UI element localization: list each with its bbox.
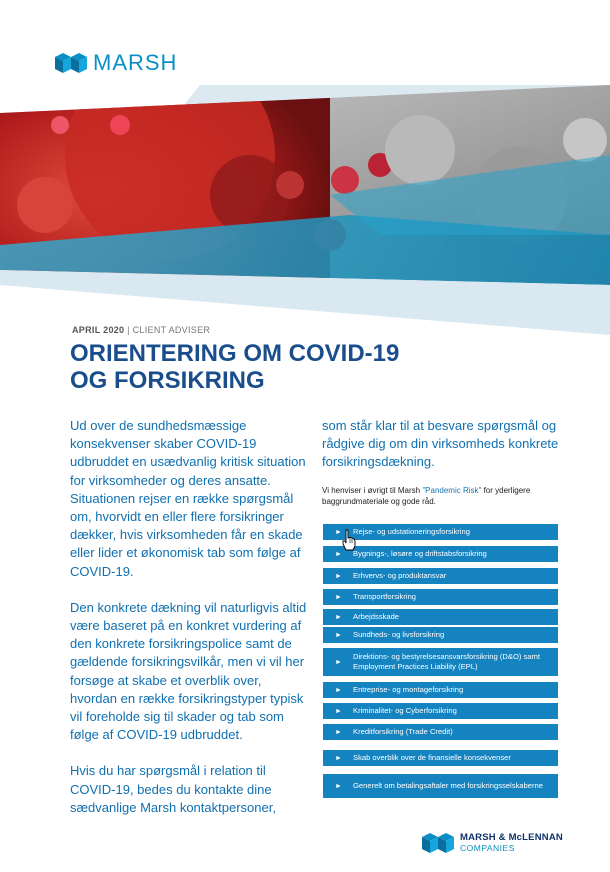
play-arrow-icon: ► bbox=[335, 728, 342, 736]
link-button-construction[interactable] bbox=[323, 682, 558, 698]
hand-cursor-icon bbox=[341, 529, 357, 551]
play-arrow-icon: ► bbox=[335, 707, 342, 715]
paragraph-contact: Hvis du har spørgsmål i relation til COVID-19, bedes du kontakte dine sædvanlige Marsh kontaktpersoner, bbox=[70, 763, 276, 815]
mmc-logo bbox=[422, 833, 563, 853]
body-right-paragraph: som står klar til at besvare spørgsmål og rådgive dig om din virksomheds konkrete forsikringsdækning. bbox=[322, 418, 559, 470]
link-button-payment[interactable] bbox=[323, 774, 558, 798]
title-line-1: ORIENTERING OM COVID-19 bbox=[70, 340, 400, 367]
meta-separator: | bbox=[127, 325, 130, 335]
link-button-crime-cyber[interactable] bbox=[323, 703, 558, 719]
link-button-label: Skab overblik over de finansielle konsekvenser bbox=[353, 753, 511, 762]
covid-banner-image bbox=[0, 85, 610, 335]
link-button-label: Arbejdsskade bbox=[353, 612, 400, 621]
link-button-label: Erhvervs- og produktansvar bbox=[353, 571, 447, 580]
meta-line bbox=[72, 325, 210, 335]
paragraph-intro: Ud over de sundhedsmæssige konsekvenser skaber COVID-19 udbruddet en usædvanlig kritisk situation for virksomheder og deres ansatte. Situationen rejser en række spørgsmål om, hvorvidt en eller flere forsikringer dækker, hvis virksomheden får en skade eller lider et økonomisk tab som følge af COVID-19. bbox=[70, 418, 306, 579]
play-arrow-icon: ► bbox=[335, 631, 342, 639]
link-button-label: Rejse- og udstationeringsforsikring bbox=[353, 527, 470, 536]
footer-companies: COMPANIES bbox=[460, 843, 515, 853]
meta-label: CLIENT ADVISER bbox=[132, 325, 211, 335]
link-button-financial[interactable] bbox=[323, 750, 558, 766]
marsh-mark-icon bbox=[55, 53, 87, 73]
link-button-do-epl[interactable] bbox=[323, 648, 558, 676]
link-button-label: Generelt om betalingsaftaler med forsikringsselskaberne bbox=[353, 781, 543, 790]
pandemic-risk-link[interactable]: "Pandemic Risk" bbox=[422, 486, 482, 495]
link-button-label: Transportforsikring bbox=[353, 592, 417, 601]
link-button-trade-credit[interactable] bbox=[323, 724, 558, 740]
link-button-label: Sundheds- og livsforsikring bbox=[353, 630, 445, 639]
play-arrow-icon: ► bbox=[335, 572, 342, 580]
link-button-liability[interactable] bbox=[323, 568, 558, 584]
link-button-property[interactable] bbox=[323, 546, 558, 562]
play-arrow-icon: ► bbox=[335, 550, 342, 558]
body-left-column bbox=[70, 417, 308, 835]
play-arrow-icon: ► bbox=[335, 686, 342, 694]
link-button-label: Kreditforsikring (Trade Credit) bbox=[353, 727, 453, 736]
mmc-mark-icon bbox=[422, 833, 454, 853]
link-button-travel[interactable] bbox=[323, 524, 558, 540]
title-line-2: OG FORSIKRING bbox=[70, 367, 265, 394]
play-arrow-icon: ► bbox=[335, 593, 342, 601]
link-button-transport[interactable] bbox=[323, 589, 558, 605]
play-arrow-icon: ► bbox=[335, 658, 342, 666]
play-arrow-icon: ► bbox=[335, 754, 342, 762]
page-title bbox=[70, 340, 490, 394]
play-arrow-icon: ► bbox=[335, 613, 342, 621]
meta-date: APRIL 2020 bbox=[72, 325, 125, 335]
play-arrow-icon: ► bbox=[335, 528, 342, 536]
footer-company-name: MARSH & McLENNAN bbox=[460, 832, 563, 843]
note-prefix: Vi henviser i øvrigt til Marsh bbox=[322, 486, 423, 495]
link-button-label: Kriminalitet- og Cyberforsikring bbox=[353, 706, 457, 715]
link-button-health-life[interactable] bbox=[323, 627, 558, 643]
link-button-workers-comp[interactable] bbox=[323, 609, 558, 625]
link-button-label: Direktions- og bestyrelsesansvarsforsikring (D&O) samt Employment Practices Liability (EPL) bbox=[353, 652, 540, 671]
paragraph-coverage: Den konkrete dækning vil naturligvis altid være baseret på en konkret vurdering af den konkrete forsikringspolice samt de gældende forsikringsvilkår, men vi vil her forsøge at skabe et overblik over, hvordan en række forsikringstyper typisk vil foreholde sig til skader og tab som følge af COVID-19 udbruddet. bbox=[70, 599, 307, 743]
marsh-logo bbox=[55, 50, 177, 76]
play-arrow-icon: ► bbox=[335, 782, 342, 790]
note-suffix: for yderligere baggrundmateriale og gode råd. bbox=[322, 486, 531, 506]
link-button-label: Entreprise- og montageforsikring bbox=[353, 685, 464, 694]
link-button-label: Bygnings-, løsøre og driftstabsforsikring bbox=[353, 549, 487, 558]
pandemic-note bbox=[322, 485, 582, 507]
logo-wordmark: MARSH bbox=[93, 50, 178, 75]
